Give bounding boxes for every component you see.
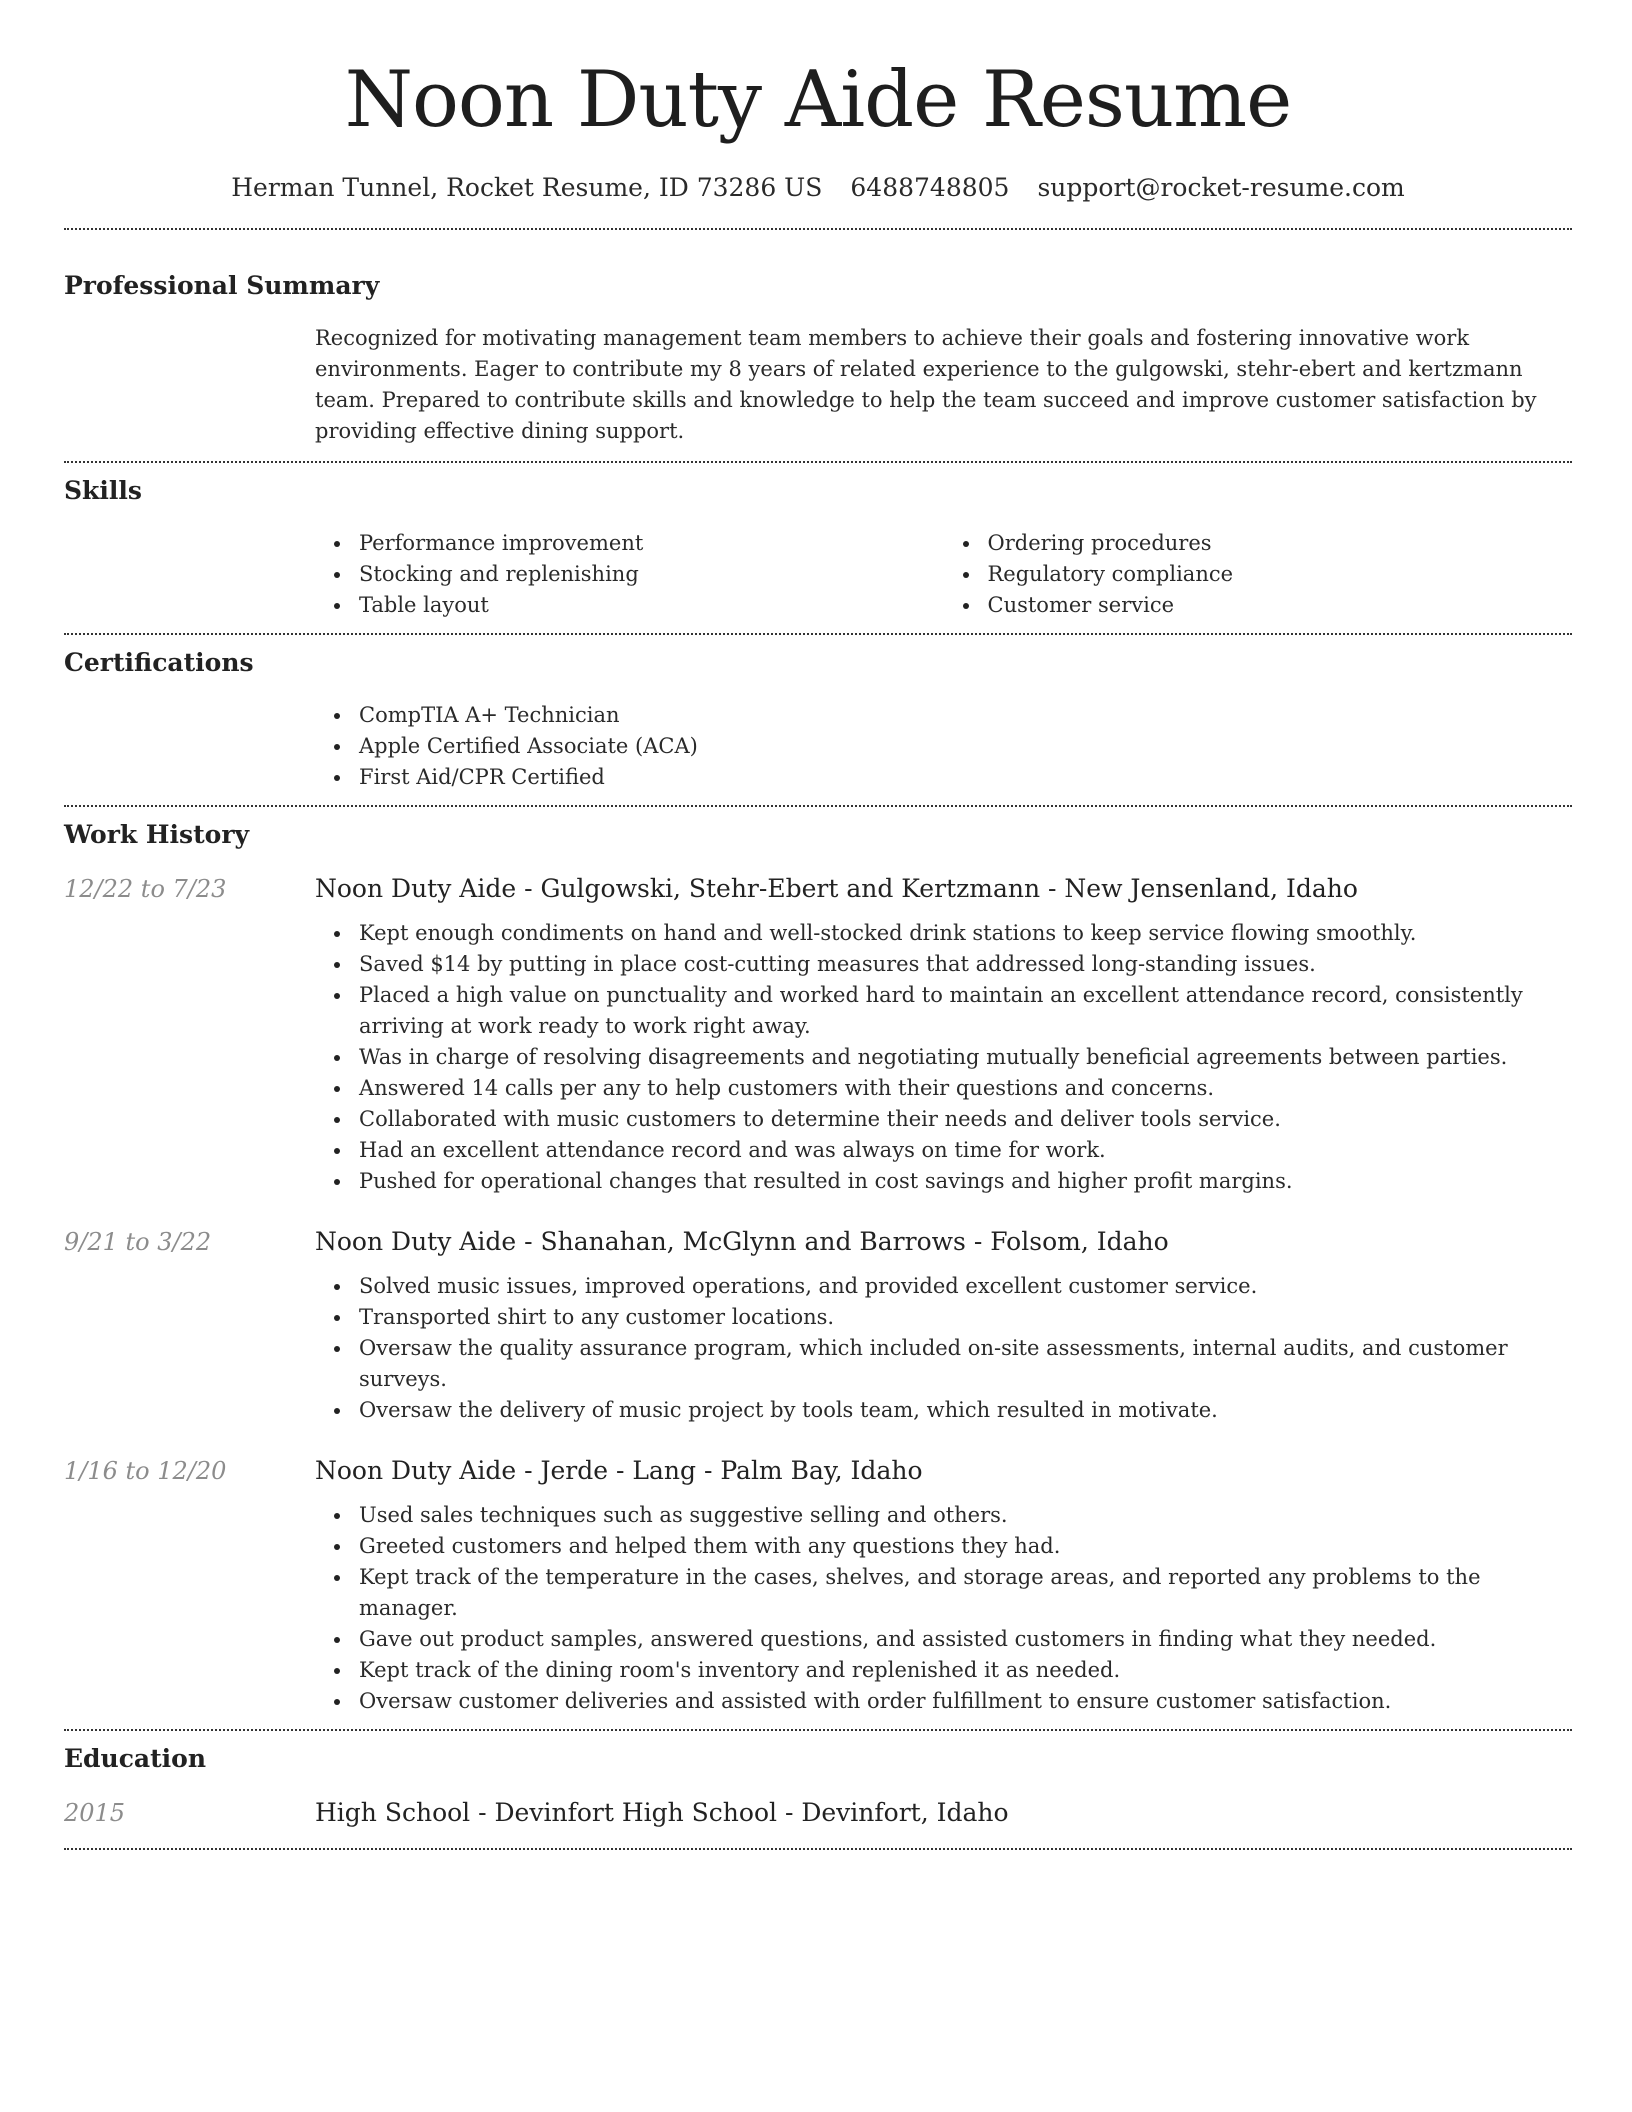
job-bullets-wrap: [315, 918, 1572, 1197]
section-divider: [64, 633, 1572, 635]
job-dates: 1/16 to 12/20: [64, 1457, 227, 1485]
list-item: Oversaw the quality assurance program, which included on-site assessments, internal audits, and customer surveys.: [359, 1333, 1572, 1395]
education-section: [64, 1742, 1572, 1830]
contact-line: [64, 170, 1572, 206]
job-entry: [64, 1225, 1572, 1426]
certifications-list: [315, 700, 1572, 793]
job-entry: [64, 872, 1572, 1197]
job-header: [64, 1225, 1572, 1259]
education-title: High School - Devinfort High School - Devinfort, Idaho: [315, 1798, 1009, 1827]
list-item: Ordering procedures: [988, 528, 1573, 559]
professional-summary-section: [64, 269, 1572, 447]
job-bullets: [315, 1500, 1572, 1717]
list-item: Placed a high value on punctuality and worked hard to maintain an excellent attendance record, consistently arriving at work ready to work right away.: [359, 980, 1572, 1042]
job-dates: 12/22 to 7/23: [64, 875, 227, 903]
section-heading-education: Education: [64, 1744, 207, 1773]
section-heading-work: Work History: [64, 820, 250, 849]
job-bullets: [315, 918, 1572, 1197]
list-item: Oversaw customer deliveries and assisted with order fulfillment to ensure customer satisfaction.: [359, 1686, 1572, 1717]
section-divider: [64, 228, 1572, 230]
list-item: Was in charge of resolving disagreements and negotiating mutually beneficial agreements between parties.: [359, 1042, 1572, 1073]
list-item: Had an excellent attendance record and was always on time for work.: [359, 1135, 1572, 1166]
skills-list-left: [315, 528, 944, 621]
job-title: Noon Duty Aide - Shanahan, McGlynn and Barrows - Folsom, Idaho: [315, 1227, 1169, 1256]
resume-title: Noon Duty Aide Resume: [344, 55, 1292, 145]
list-item: Customer service: [988, 590, 1573, 621]
job-bullets: [315, 1271, 1572, 1426]
list-item: Used sales techniques such as suggestive selling and others.: [359, 1500, 1572, 1531]
list-item: Regulatory compliance: [988, 559, 1573, 590]
job-entry: [64, 1454, 1572, 1717]
list-item: Oversaw the delivery of music project by tools team, which resulted in motivate.: [359, 1395, 1572, 1426]
certifications-section: [64, 646, 1572, 793]
education-entry: [64, 1796, 1572, 1830]
work-history-section: [64, 818, 1572, 1717]
list-item: First Aid/CPR Certified: [359, 762, 1572, 793]
section-heading-certifications: Certifications: [64, 648, 254, 677]
education-year: 2015: [64, 1799, 126, 1827]
contact-phone: 6488748805: [850, 173, 1010, 202]
list-item: Table layout: [359, 590, 944, 621]
list-item: CompTIA A+ Technician: [359, 700, 1572, 731]
contact-email[interactable]: support@rocket-resume.com: [1037, 173, 1405, 202]
job-title: Noon Duty Aide - Gulgowski, Stehr-Ebert and Kertzmann - New Jensenland, Idaho: [315, 874, 1358, 903]
list-item: Kept enough condiments on hand and well-stocked drink stations to keep service flowing smoothly.: [359, 918, 1572, 949]
list-item: Kept track of the temperature in the cases, shelves, and storage areas, and reported any problems to the manager.: [359, 1562, 1572, 1624]
job-title: Noon Duty Aide - Jerde - Lang - Palm Bay, Idaho: [315, 1456, 923, 1485]
summary-text: Recognized for motivating management team members to achieve their goals and fostering innovative work environments. Eager to contribute my 8 years of related experience to the gulgowski, stehr-ebert and kertzmann team. Prepared to contribute skills and knowledge to help the team succeed and improve customer satisfaction by providing effective dining support.: [315, 326, 1537, 443]
job-header: [64, 1454, 1572, 1488]
contact-address: Herman Tunnel, Rocket Resume, ID 73286 US: [231, 173, 823, 202]
list-item: Collaborated with music customers to determine their needs and deliver tools service.: [359, 1104, 1572, 1135]
job-header: [64, 872, 1572, 906]
list-item: Answered 14 calls per any to help customers with their questions and concerns.: [359, 1073, 1572, 1104]
section-divider: [64, 805, 1572, 807]
list-item: Performance improvement: [359, 528, 944, 559]
skills-list-right: [944, 528, 1573, 621]
section-divider: [64, 461, 1572, 463]
section-heading-skills: Skills: [64, 476, 142, 505]
section-divider: [64, 1848, 1572, 1850]
list-item: Solved music issues, improved operations, and provided excellent customer service.: [359, 1271, 1572, 1302]
list-item: Greeted customers and helped them with any questions they had.: [359, 1531, 1572, 1562]
section-heading-summary: Professional Summary: [64, 271, 380, 300]
job-bullets-wrap: [315, 1271, 1572, 1426]
list-item: Apple Certified Associate (ACA): [359, 731, 1572, 762]
resume-page: [64, 0, 1572, 1850]
list-item: Stocking and replenishing: [359, 559, 944, 590]
skills-grid: [315, 528, 1572, 621]
list-item: Pushed for operational changes that resulted in cost savings and higher profit margins.: [359, 1166, 1572, 1197]
section-divider: [64, 1729, 1572, 1731]
list-item: Kept track of the dining room's inventory and replenished it as needed.: [359, 1655, 1572, 1686]
skills-section: [64, 474, 1572, 621]
job-dates: 9/21 to 3/22: [64, 1228, 212, 1256]
list-item: Saved $14 by putting in place cost-cutting measures that addressed long-standing issues.: [359, 949, 1572, 980]
certifications-list-wrap: [315, 700, 1572, 793]
job-bullets-wrap: [315, 1500, 1572, 1717]
list-item: Gave out product samples, answered questions, and assisted customers in finding what they needed.: [359, 1624, 1572, 1655]
list-item: Transported shirt to any customer locations.: [359, 1302, 1572, 1333]
